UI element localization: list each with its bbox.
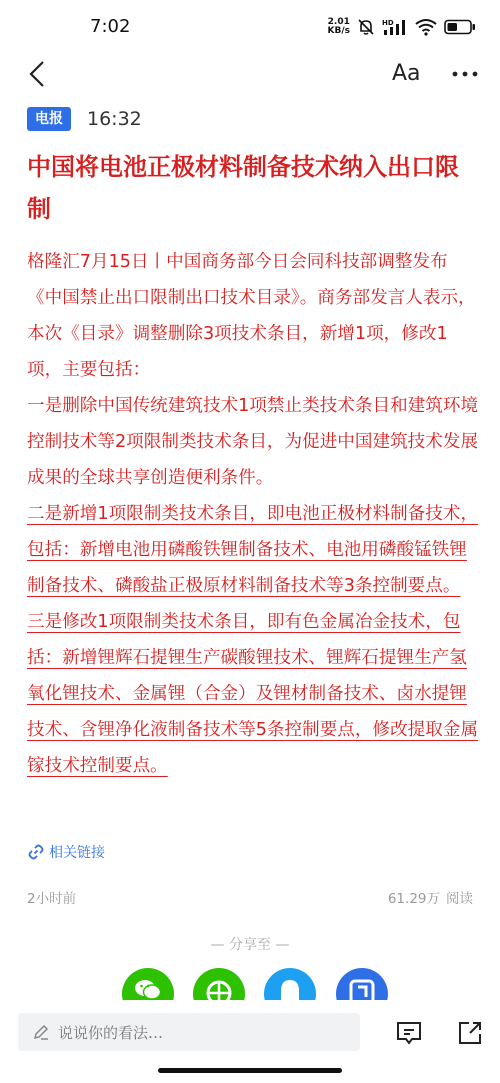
paragraph-two: 二是新增1项限制类技术条目，即电池正极材料制备技术，包括：新增电池用磷酸铁锂制备技术、电池用磷酸锰铁锂制备技术、磷酸盐正极原材料制备技术等3条控制要点。 bbox=[27, 504, 479, 596]
share-wechat-button[interactable] bbox=[122, 968, 174, 1004]
battery-level-fill bbox=[448, 23, 458, 31]
share-qq-button[interactable] bbox=[264, 968, 316, 1004]
signal-icon bbox=[382, 18, 408, 36]
more-button[interactable] bbox=[448, 58, 482, 90]
network-speed-value: 2.01 bbox=[327, 17, 350, 27]
status-time: 7:02 bbox=[90, 16, 131, 37]
link-icon bbox=[27, 843, 45, 861]
pen-icon bbox=[32, 1023, 50, 1041]
battery-icon bbox=[444, 19, 476, 35]
article-body bbox=[27, 244, 479, 784]
related-links-label: 相关链接 bbox=[49, 845, 105, 861]
paragraph-intro: 格隆汇7月15日丨中国商务部今日会同科技部调整发布《中国禁止出口限制出口技术目录》。商务部发言人表示，本次《目录》调整删除3项技术条目，新增1项，修改1项，主要包括： bbox=[27, 252, 476, 380]
top-nav-bar bbox=[0, 52, 500, 96]
status-bar bbox=[0, 0, 500, 52]
wifi-icon bbox=[415, 18, 437, 36]
publish-time: 16:32 bbox=[87, 108, 142, 130]
read-count bbox=[382, 887, 473, 907]
related-links-button[interactable] bbox=[27, 840, 105, 864]
paragraph-three: 三是修改1项限制类技术条目，即有色金属冶金技术，包括：新增锂辉石提锂生产碳酸锂技术、锂辉石提锂生产氢氧化锂技术、金属锂（合金）及锂材制备技术、卤水提锂技术、含锂净化液制备技术等5条控制要点，修改提取金属镓技术控制要点。 bbox=[27, 612, 479, 776]
telegraph-badge: 电报 bbox=[27, 107, 71, 131]
wechat-icon bbox=[133, 978, 163, 1002]
comment-icon bbox=[395, 1020, 423, 1046]
mute-bell-icon bbox=[357, 18, 375, 36]
back-button[interactable] bbox=[22, 58, 52, 90]
status-icons bbox=[328, 16, 476, 38]
comment-button[interactable] bbox=[394, 1018, 424, 1048]
network-speed-unit: KB/s bbox=[327, 26, 350, 36]
share-app-button[interactable] bbox=[336, 968, 388, 1004]
read-count-value: 61.29万 bbox=[387, 891, 440, 907]
comment-input[interactable] bbox=[18, 1013, 360, 1051]
relative-time: 2小时前 bbox=[27, 891, 77, 907]
read-count-label: 阅读 bbox=[446, 891, 473, 907]
back-arrow-icon bbox=[29, 61, 45, 87]
home-indicator[interactable] bbox=[158, 1068, 342, 1073]
paragraph-one: 一是删除中国传统建筑技术1项禁止类技术条目和建筑环境控制技术等2项限制类技术条目，为促进中国建筑技术发展成果的全球共享创造便利条件。 bbox=[27, 396, 479, 488]
network-speed bbox=[328, 18, 350, 36]
article-title: 中国将电池正极材料制备技术纳入出口限制 bbox=[27, 153, 459, 223]
share-button[interactable] bbox=[455, 1018, 485, 1048]
share-out-icon bbox=[457, 1020, 483, 1046]
share-row bbox=[0, 968, 500, 1004]
share-moments-button[interactable] bbox=[193, 968, 245, 1004]
share-to-label: — 分享至 — bbox=[210, 937, 290, 953]
comment-placeholder: 说说你的看法… bbox=[58, 1023, 164, 1042]
font-size-button[interactable]: Aa bbox=[392, 61, 421, 86]
bottom-bar bbox=[0, 1000, 500, 1083]
more-dots-icon bbox=[452, 71, 478, 77]
network-type-label: HD bbox=[382, 19, 394, 27]
